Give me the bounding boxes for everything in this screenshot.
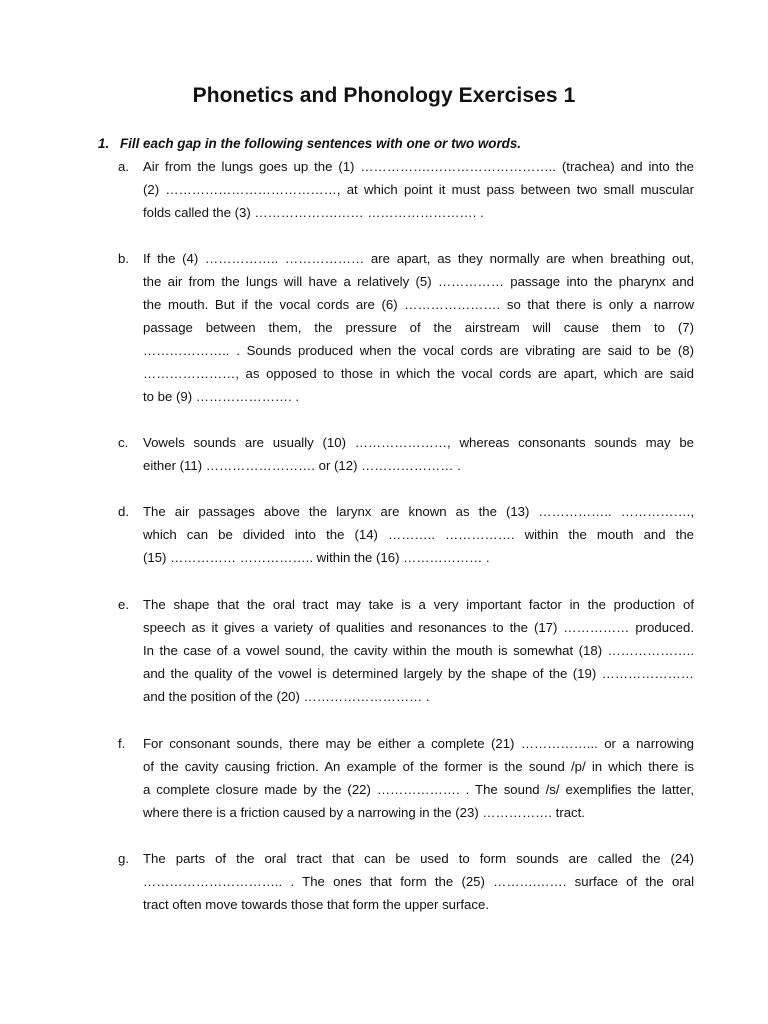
item-letter: a. bbox=[118, 159, 129, 174]
item-body bbox=[143, 732, 694, 824]
item-body bbox=[143, 247, 694, 408]
exercise-item-c bbox=[118, 431, 694, 477]
item-letter: b. bbox=[118, 251, 129, 266]
item-line: Vowels sounds are usually (10) …………………, whereas consonants sounds may be bbox=[143, 435, 694, 450]
item-line: (15) …………… …………….. within the (16) ……………… . bbox=[143, 550, 490, 565]
item-line: speech as it gives a variety of qualities and resonances to the (17) …………… produced. bbox=[143, 620, 694, 635]
item-line: either (11) ……………………. or (12) ………………… . bbox=[143, 458, 461, 473]
item-letter: g. bbox=[118, 851, 129, 866]
item-body bbox=[143, 593, 694, 708]
page-title: Phonetics and Phonology Exercises 1 bbox=[192, 84, 576, 107]
item-line: a complete closure made by the (22) ………………. . The sound /s/ exemplifies the latter, bbox=[143, 782, 694, 797]
exercise-instruction bbox=[98, 136, 521, 151]
item-letter: d. bbox=[118, 504, 129, 519]
exercise-item-d bbox=[118, 500, 694, 569]
item-line: the air from the lungs will have a relatively (5) …………… passage into the pharynx and bbox=[143, 274, 694, 289]
exercise-item-f bbox=[118, 732, 694, 824]
item-letter: f. bbox=[118, 736, 126, 751]
item-line: ………………………….. . The ones that form the (25) ……….……. surface of the oral bbox=[143, 874, 694, 889]
item-line: folds called the (3) ……………….…… ……………………. . bbox=[143, 205, 484, 220]
item-line: tract often move towards those that form the upper surface. bbox=[143, 897, 489, 912]
instruction-text: Fill each gap in the following sentences with one or two words. bbox=[120, 136, 522, 151]
item-letter: e. bbox=[118, 597, 129, 612]
item-line: where there is a friction caused by a narrowing in the (23) ……………. tract. bbox=[143, 805, 585, 820]
item-line: of the cavity causing friction. An example of the former is the sound /p/ in which there is bbox=[143, 759, 694, 774]
item-line: the mouth. But if the vocal cords are (6) …………………. so that there is only a narrow bbox=[143, 297, 694, 312]
item-line: In the case of a vowel sound, the cavity within the mouth is somewhat (18) ……………….. bbox=[143, 643, 694, 658]
item-line: and the position of the (20) ……………………… . bbox=[143, 689, 430, 704]
item-line: ……………….. . Sounds produced when the vocal cords are vibrating are said to be (8) bbox=[143, 343, 694, 358]
item-body bbox=[143, 847, 694, 916]
exercise-item-a bbox=[118, 155, 694, 224]
item-line: Air from the lungs goes up the (1) …………….……………………….. (trachea) and into the bbox=[143, 159, 694, 174]
item-letter: c. bbox=[118, 435, 129, 450]
item-body bbox=[143, 431, 694, 477]
item-line: The parts of the oral tract that can be used to form sounds are called the (24) bbox=[143, 851, 694, 866]
item-line: to be (9) …………………. . bbox=[143, 389, 300, 404]
item-line: The air passages above the larynx are known as the (13) …………….. ……………., bbox=[143, 504, 694, 519]
item-body bbox=[143, 500, 694, 569]
item-line: which can be divided into the (14) ……….. ……………. within the mouth and the bbox=[143, 527, 694, 542]
item-line: The shape that the oral tract may take is a very important factor in the production of bbox=[143, 597, 694, 612]
exercise-number: 1. bbox=[98, 136, 110, 151]
item-line: For consonant sounds, there may be either a complete (21) ……………... or a narrowing bbox=[143, 736, 694, 751]
exercise-item-e bbox=[118, 593, 694, 708]
item-line: and the quality of the vowel is determined largely by the shape of the (19) ………………… bbox=[143, 666, 694, 681]
item-line: passage between them, the pressure of the airstream will cause them to (7) bbox=[143, 320, 694, 335]
exercise-item-b bbox=[118, 247, 694, 408]
item-line: …………………, as opposed to those in which the vocal cords are apart, which are said bbox=[143, 366, 694, 381]
exercise-item-g bbox=[118, 847, 694, 916]
item-body bbox=[143, 155, 694, 224]
item-line: (2) …………………………………, at which point it must pass between two small muscular bbox=[143, 182, 694, 197]
item-line: If the (4) …………….. ……………… are apart, as they normally are when breathing out, bbox=[143, 251, 694, 266]
